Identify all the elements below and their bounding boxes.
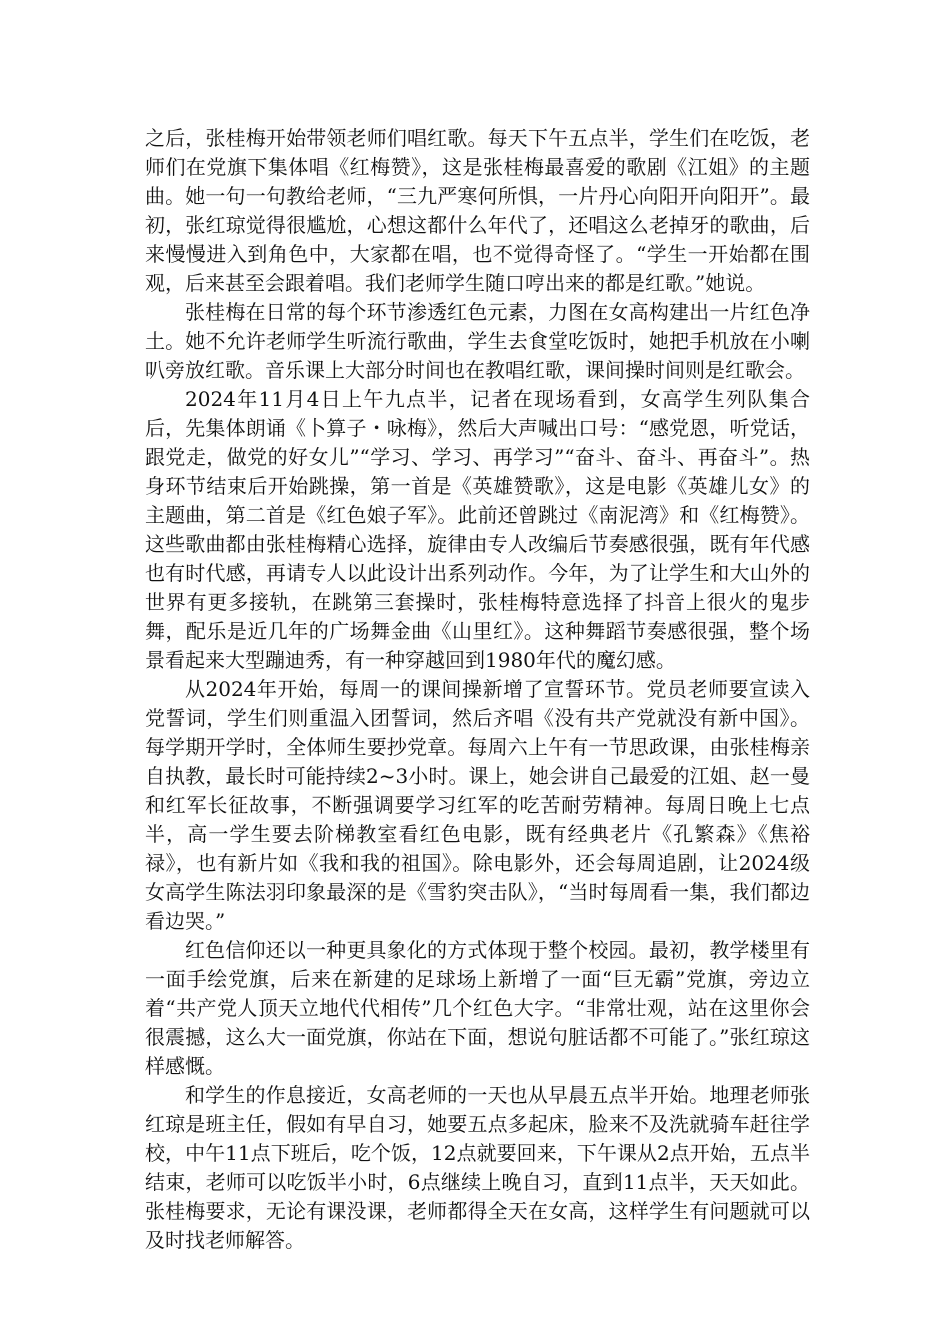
paragraph: 之后，张桂梅开始带领老师们唱红歌。每天下午五点半，学生们在吃饭，老师们在党旗下集体唱《红梅赞》，这是张桂梅最喜爱的歌剧《江姐》的主题曲。她一句一句教给老师，“三九严寒何所惧，一片丹心向阳开向阳开”。最初，张红琼觉得很尴尬，心想这都什么年代了，还唱这么老掉牙的歌曲，后来慢慢进入到角色中，大家都在唱，也不觉得奇怪了。“学生一开始都在围观，后来甚至会跟着唱。我们老师学生随口哼出来的都是红歌。”她说。: [145, 126, 810, 295]
document-page: [145, 124, 810, 1255]
paragraph: 从2024年开始，每周一的课间操新增了宣誓环节。党员老师要宣读入党誓词，学生们则重温入团誓词，然后齐唱《没有共产党就没有新中国》。每学期开学时，全体师生要抄党章。每周六上午有一节思政课，由张桂梅亲自执教，最长时可能持续2~3小时。课上，她会讲自己最爱的江姐、赵一曼和红军长征故事，不断强调要学习红军的吃苦耐劳精神。每周日晚上七点半，高一学生要去阶梯教室看红色电影，既有经典老片《孔繁森》《焦裕禄》，也有新片如《我和我的祖国》。除电影外，还会每周追剧，让2024级女高学生陈法羽印象最深的是《雪豹突击队》，“当时每周看一集，我们都边看边哭。”: [145, 677, 810, 933]
paragraph: 红色信仰还以一种更具象化的方式体现于整个校园。最初，教学楼里有一面手绘党旗，后来在新建的足球场上新增了一面“巨无霸”党旗，旁边立着“共产党人顶天立地代代相传”几个红色大字。“非常壮观，站在这里你会很震撼，这么大一面党旗，你站在下面，想说句脏话都不可能了。”张红琼这样感慨。: [145, 938, 810, 1078]
paragraph: 2024年11月4日上午九点半，记者在现场看到，女高学生列队集合后，先集体朗诵《卜算子・咏梅》，然后大声喊出口号：“感党恩，听党话，跟党走，做党的好女儿”“学习、学习、再学习”“奋斗、奋斗、再奋斗”。热身环节结束后开始跳操，第一首是《英雄赞歌》，这是电影《英雄儿女》的主题曲，第二首是《红色娘子军》。此前还曾跳过《南泥湾》和《红梅赞》。这些歌曲都由张桂梅精心选择，旋律由专人改编后节奏感很强，既有年代感也有时代感，再请专人以此设计出系列动作。今年，为了让学生和大山外的世界有更多接轨，在跳第三套操时，张桂梅特意选择了抖音上很火的鬼步舞，配乐是近几年的广场舞金曲《山里红》。这种舞蹈节奏感很强，整个场景看起来大型蹦迪秀，有一种穿越回到1980年代的魔幻感。: [145, 387, 810, 672]
paragraph: 和学生的作息接近，女高老师的一天也从早晨五点半开始。地理老师张红琼是班主任，假如有早自习，她要五点多起床，脸来不及洗就骑车赶往学校，中午11点下班后，吃个饭，12点就要回来，下午课从2点开始，五点半结束，老师可以吃饭半小时，6点继续上晚自习，直到11点半，天天如此。张桂梅要求，无论有课没课，老师都得全天在女高，这样学生有问题就可以及时找老师解答。: [145, 1083, 810, 1252]
paragraph: 张桂梅在日常的每个环节渗透红色元素，力图在女高构建出一片红色净土。她不允许老师学生听流行歌曲，学生去食堂吃饭时，她把手机放在小喇叭旁放红歌。音乐课上大部分时间也在教唱红歌，课间操时间则是红歌会。: [145, 300, 810, 382]
